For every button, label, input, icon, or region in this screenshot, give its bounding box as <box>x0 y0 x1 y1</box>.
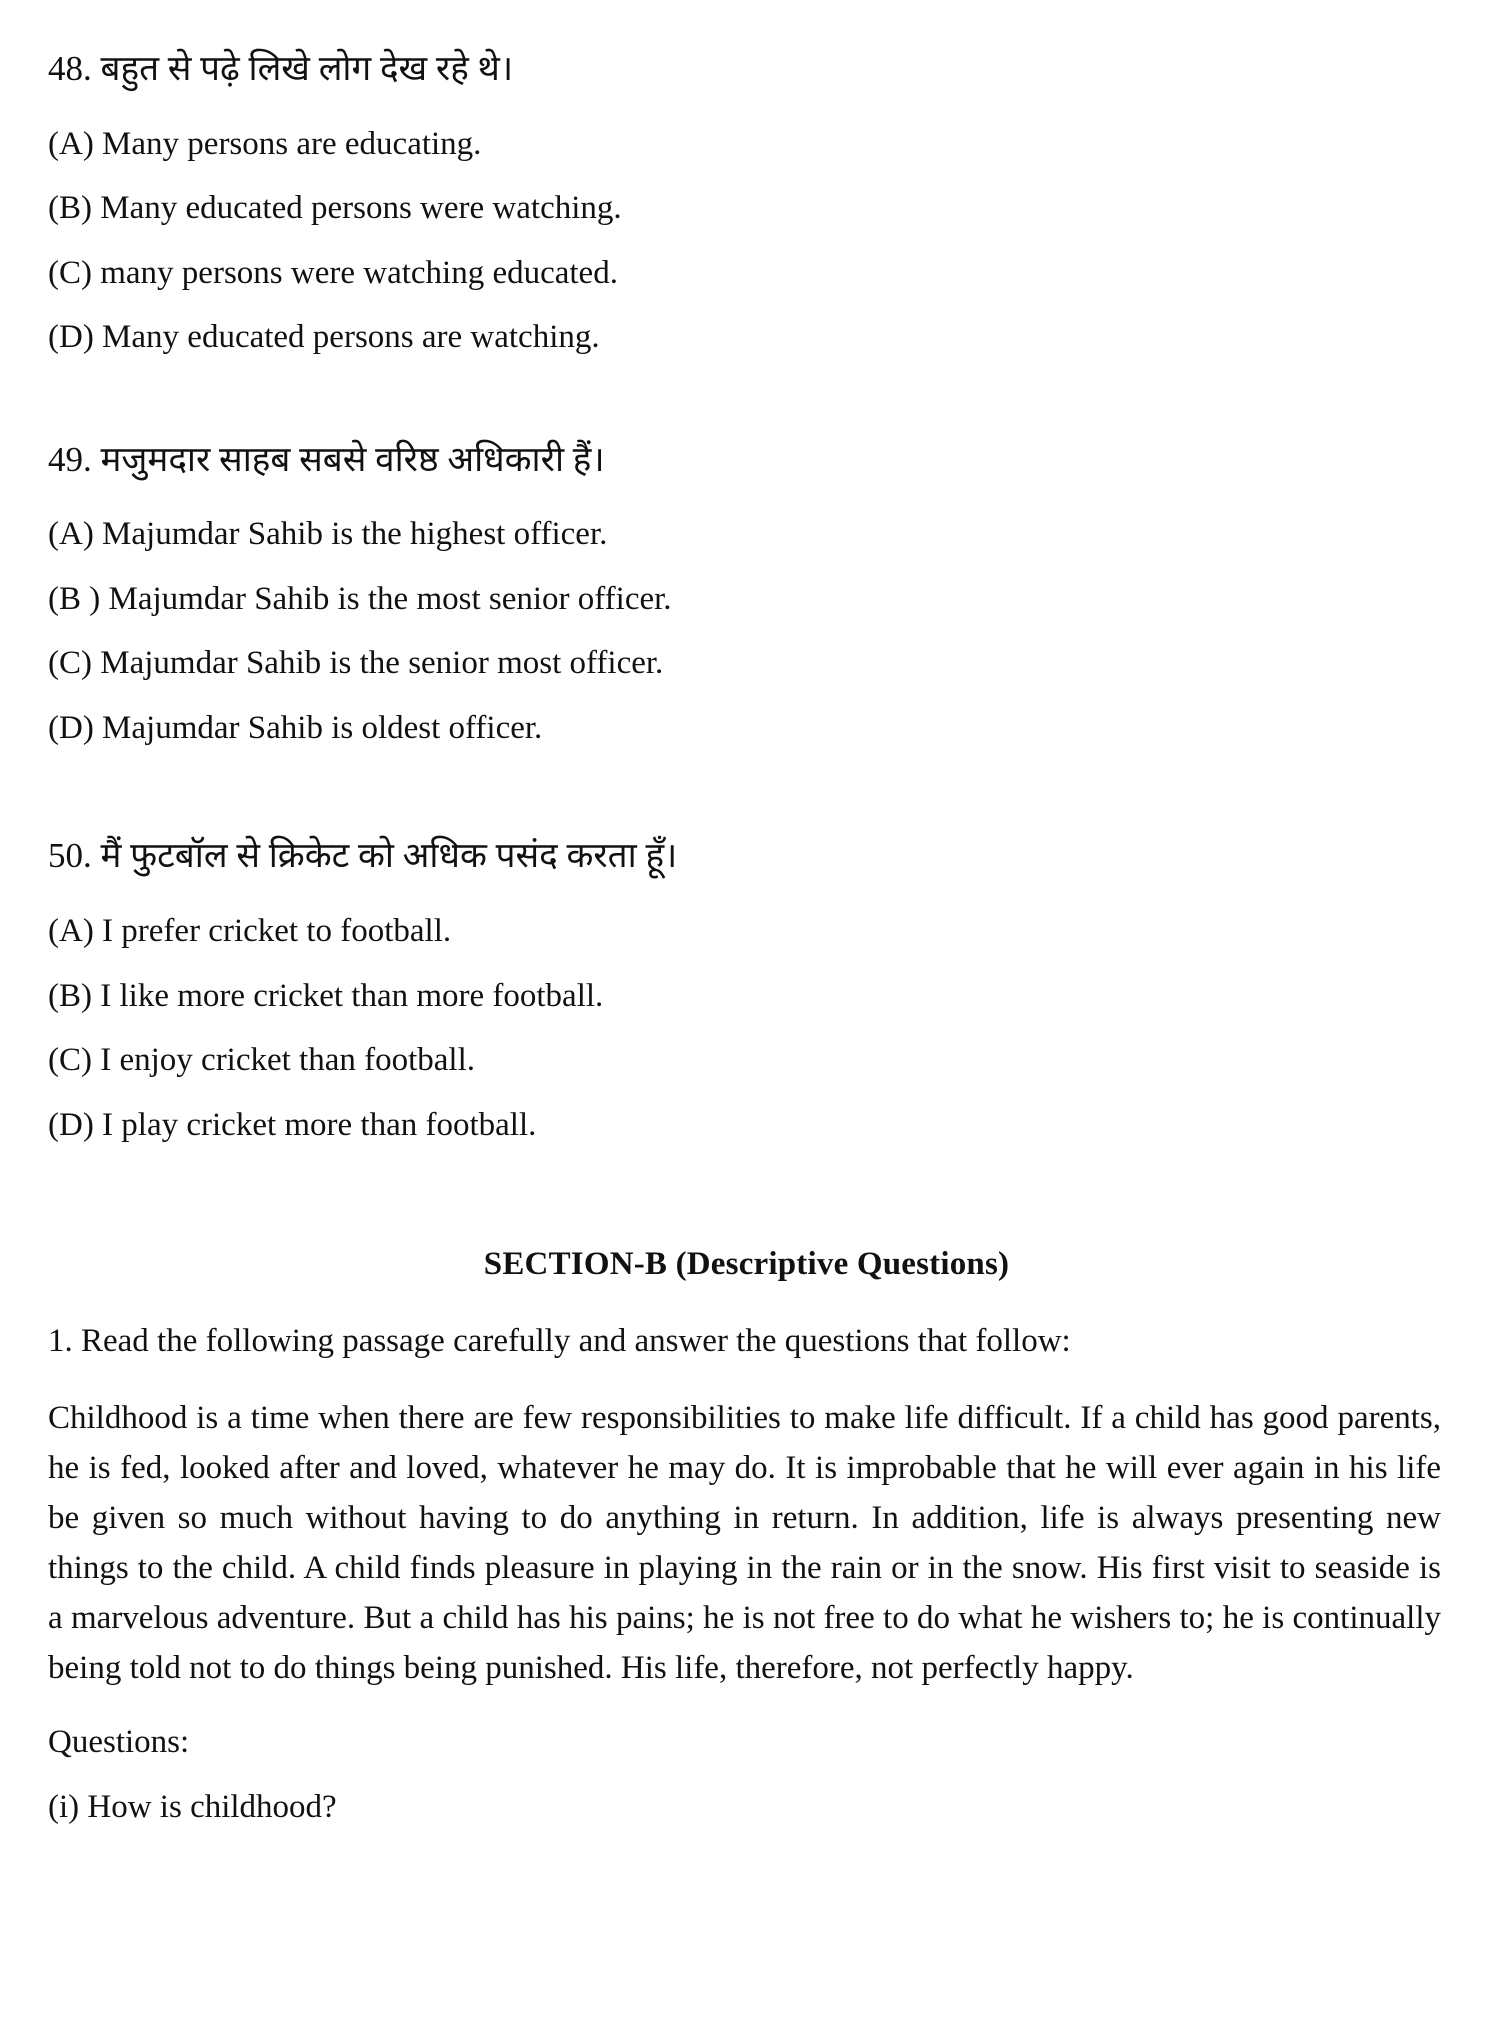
question-49-option-d[interactable]: (D) Majumdar Sahib is oldest officer. <box>48 709 543 746</box>
question-50-option-a[interactable]: (A) I prefer cricket to football. <box>48 913 452 950</box>
question-48-text: बहुत से पढ़े लिखे लोग देख रहे थे। <box>100 49 514 88</box>
question-48-option-a[interactable]: (A) Many persons are educating. <box>48 125 482 162</box>
reading-passage: Childhood is a time when there are few responsibilities to make life difficult. If a child has good parents, he is fed, looked after and loved, whatever he may do. It is improbable that he will ever again in his life be given so much without having to do anything in return. In addition, life is always presenting new things to the child. A child finds pleasure in playing in the rain or in the snow. His first visit to seaside is a marvelous adventure. But a child has his pains; he is not free to do what he wishers to; he is continually being told not to do things being punished. His life, therefore, not perfectly happy. <box>48 1399 1441 1687</box>
question-49-stem <box>48 435 1445 485</box>
question-50-text: मैं फुटबॉल से क्रिकेट को अधिक पसंद करता हूँ। <box>100 836 678 876</box>
question-50-option-b[interactable]: (B) I like more cricket than more football. <box>48 977 604 1014</box>
question-49-option-a[interactable]: (A) Majumdar Sahib is the highest officer. <box>48 516 608 553</box>
question-50-stem <box>48 831 1445 881</box>
question-48-stem <box>48 44 1445 94</box>
question-50-option-d[interactable]: (D) I play cricket more than football. <box>48 1106 537 1143</box>
question-48-option-b[interactable]: (B) Many educated persons were watching. <box>48 190 622 227</box>
question-49-option-b[interactable]: (B ) Majumdar Sahib is the most senior officer. <box>48 580 672 617</box>
mcq-question-50 <box>48 831 1445 1150</box>
question-50-option-c[interactable]: (C) I enjoy cricket than football. <box>48 1042 476 1079</box>
mcq-question-49 <box>48 435 1445 754</box>
sub-question-i: (i) How is childhood? <box>48 1788 337 1825</box>
question-49-number: 49. <box>48 439 92 479</box>
question-48-number: 48. <box>48 49 92 88</box>
question-49-text: मजुमदार साहब सबसे वरिष्ठ अधिकारी हैं। <box>100 439 605 479</box>
section-b-heading: SECTION-B (Descriptive Questions) <box>483 1246 1010 1283</box>
questions-label: Questions: <box>48 1723 190 1760</box>
mcq-question-48 <box>48 44 1445 363</box>
question-48-option-c[interactable]: (C) many persons were watching educated. <box>48 254 618 291</box>
question-48-option-d[interactable]: (D) Many educated persons are watching. <box>48 319 600 356</box>
section-b-instruction: 1. Read the following passage carefully and answer the questions that follow: <box>48 1323 1071 1360</box>
question-49-option-c[interactable]: (C) Majumdar Sahib is the senior most officer. <box>48 645 664 682</box>
question-50-number: 50. <box>48 836 92 876</box>
